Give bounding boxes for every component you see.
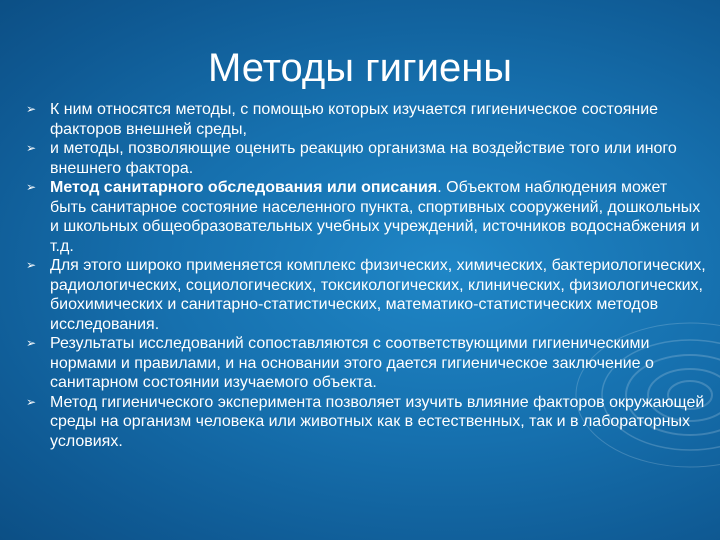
arrow-bullet-icon: ➢: [26, 258, 37, 272]
arrow-bullet-icon: ➢: [26, 336, 37, 350]
arrow-bullet-icon: ➢: [26, 141, 37, 155]
bullet-item: [26, 100, 706, 139]
arrow-bullet-icon: ➢: [26, 180, 37, 194]
arrow-bullet-icon: ➢: [26, 394, 37, 409]
bullet-item: [26, 393, 706, 452]
bullet-item: [26, 256, 706, 334]
bullet-list: [26, 100, 706, 451]
bullet-item: [26, 139, 706, 178]
bullet-item: [26, 178, 706, 256]
bullet-text: . Объектом наблюдения может быть санитарное состояние населенного пункта, спортивных сооружений, дошкольных и школьных общеобразовательных учебных учреждений, источников водоснабжения и т.д.: [50, 179, 701, 255]
bullet-text: и методы, позволяющие оценить реакцию организма на воздействие того или иного внешнего фактора.: [50, 140, 677, 177]
bullet-text: К ним относятся методы, с помощью которых изучается гигиеническое состояние факторов внешней среды,: [50, 101, 659, 138]
bullet-text: Для этого широко применяется комплекс физических, химических, бактериологических, радиологических, социологических, токсикологических, клинических, физиологических, биохимических и санитарно-статистических, математико-статистических методов исследования.: [50, 257, 706, 333]
bullet-text: Метод гигиенического эксперимента позволяет изучить влияние факторов окружающей среды на организм человека или животных как в естественных, так и в лабораторных условиях.: [50, 393, 705, 450]
bullet-text: Результаты исследований сопоставляются с соответствующими гигиеническими нормами и правилами, и на основании этого дается гигиеническое заключение о санитарном состоянии изучаемого объекта.: [50, 335, 654, 391]
bullet-item: [26, 334, 706, 393]
bullet-bold-text: Метод санитарного обследования или описания: [50, 179, 438, 196]
arrow-bullet-icon: ➢: [26, 102, 37, 116]
slide-title: Методы гигиены: [207, 46, 513, 90]
